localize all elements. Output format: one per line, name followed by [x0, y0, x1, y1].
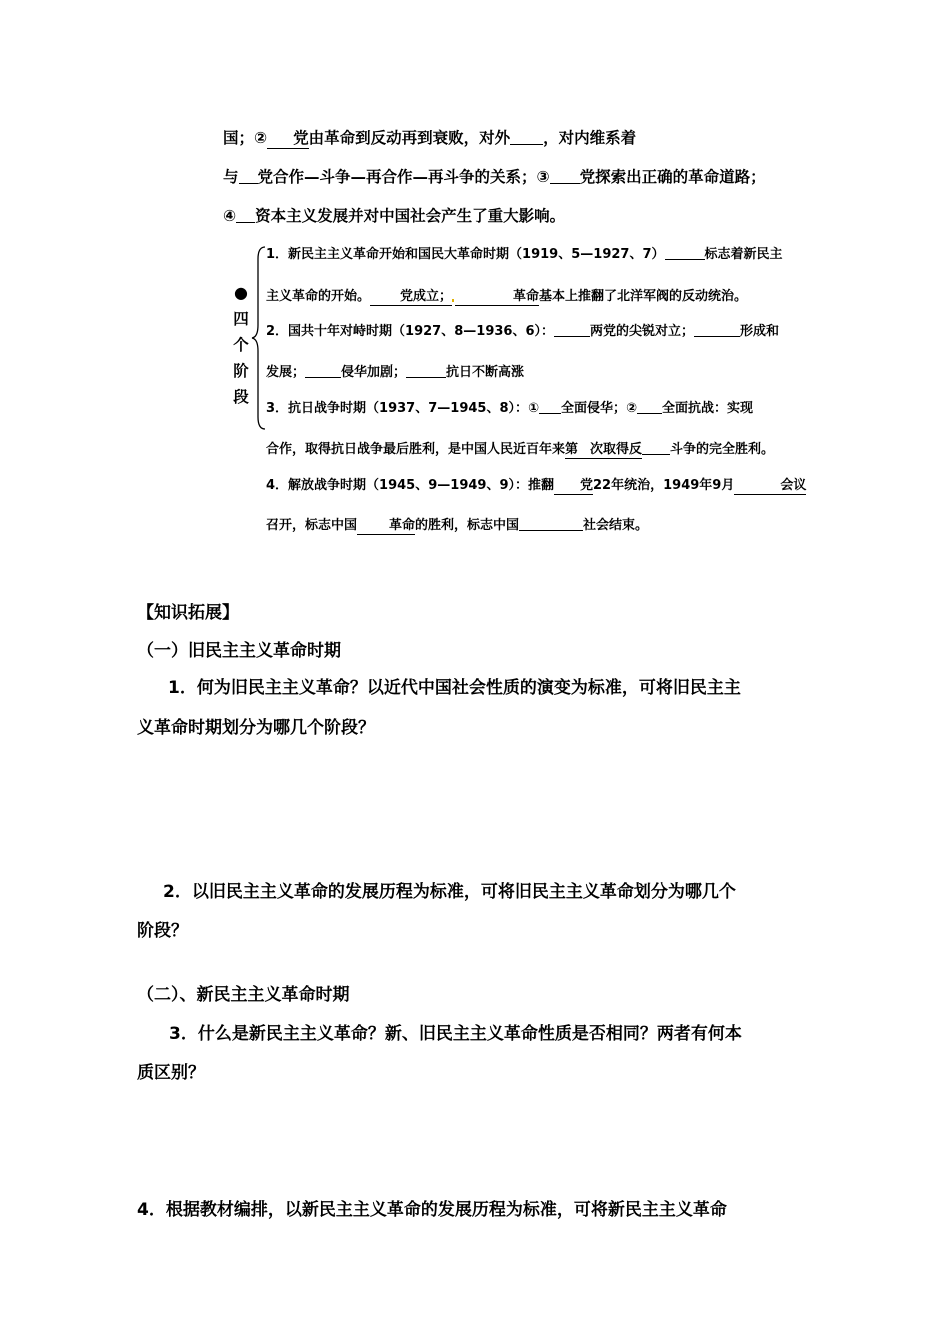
line2-text-b: 党合作—斗争—再合作—再斗争的关系；③ [257, 168, 550, 186]
question-2-line-1: 2．以旧民主主义革命的发展历程为标准，可将旧民主主义革命划分为哪几个 [163, 882, 736, 902]
stage-2-text-d: 形成和 [740, 324, 780, 339]
blank-s2-4 [406, 364, 446, 378]
blank-capitalism [236, 207, 255, 224]
label-char-2: 个 [233, 336, 249, 354]
blank-s4-meeting: 会议 [734, 479, 806, 495]
stage-2-text-c: 两党的尖锐对立； [590, 324, 695, 339]
stage-1-line-1 [266, 243, 783, 262]
blank-s2-1 [554, 323, 590, 337]
blank-s3-1 [539, 400, 561, 414]
line2-text-a: 与 [223, 168, 239, 186]
question-4-line-1: 4．根据教材编排，以新民主主义革命的发展历程为标准，可将新民主主义革命 [137, 1200, 727, 1220]
stage-3-line-2 [266, 438, 774, 459]
blank-s1-party: 党成立； [370, 290, 452, 306]
stage-4-text-e: 召开，标志中国 [266, 518, 358, 533]
line3-text-b: 资本主义发展并对中国社会产生了重大影响。 [255, 207, 566, 225]
stage-3-line-1 [266, 397, 753, 416]
line1-text-a: 国；② [223, 129, 268, 147]
bullet-dot-icon: ● [234, 283, 248, 302]
stage-4-text-h: 社会结束。 [583, 518, 649, 533]
line1-text-c: ，对内维系着 [543, 129, 637, 147]
label-char-1: 四 [233, 310, 249, 328]
blank-s1-revolution: 革命 [455, 290, 539, 306]
stage-4-text-c: 22年统治，1949年9月 [593, 478, 735, 493]
section-header: 【知识拓展】 [137, 603, 239, 623]
blank-s4-revolution: 革命 [357, 519, 415, 535]
stage-1-text-f: 基本上推翻了北洋军阀的反动统治。 [539, 289, 748, 304]
stage-3-text-c: 全面抗战：实现 [662, 401, 754, 416]
line2-text-c: 党探索出正确的革命道路； [579, 168, 766, 186]
stage-1-title: 1．新民主主义革命开始和国民大革命时期（1919、5—1927、7） [266, 247, 665, 262]
question-3-line-2: 质区别？ [137, 1063, 205, 1083]
blank-foreign [510, 129, 543, 146]
label-char-4: 段 [233, 388, 249, 406]
stage-2-line-2 [266, 361, 524, 380]
blank-party-1: 党 [267, 130, 309, 149]
question-3-line-1: 3．什么是新民主主义革命？新、旧民主主义革命性质是否相同？两者有何本 [169, 1024, 742, 1044]
fill-line-2 [223, 165, 766, 187]
stage-3-title: 3．抗日战争时期（1937、7—1945、8）：① [266, 401, 540, 416]
blank-s2-2 [694, 323, 740, 337]
stage-4-line-2 [266, 514, 648, 535]
blank-s3-ordinal-b: 次取得反 [578, 443, 642, 459]
blank-party-3 [550, 168, 580, 185]
subsection-title-1: （一）旧民主主义革命时期 [137, 641, 341, 661]
stage-4-line-1 [266, 474, 806, 495]
blank-s1-1 [665, 246, 705, 260]
blank-s3-2 [637, 400, 662, 414]
fill-line-1 [223, 126, 636, 149]
four-stages-label [231, 280, 251, 410]
subsection-title-2: （二）、新民主主义革命时期 [137, 985, 350, 1005]
question-1-line-2: 义革命时期划分为哪几个阶段？ [137, 718, 375, 738]
stage-1-line-2 [266, 285, 747, 306]
stage-2-text-g: 抗日不断高涨 [446, 365, 525, 380]
stage-2-text-f: 侵华加剧； [341, 365, 407, 380]
stage-3-text-g: 斗争的完全胜利。 [670, 442, 775, 457]
stage-2-title-b: 、8—1936、6）： [441, 324, 555, 339]
stage-1-text-b: 标志着新民主 [704, 247, 783, 262]
blank-s4-society [519, 517, 583, 531]
stage-2-text-e: 发展； [266, 365, 306, 380]
blank-party-2 [239, 168, 258, 185]
stage-1-text-c: 主义革命的开始。 [266, 289, 371, 304]
blank-s2-3 [305, 364, 341, 378]
stage-2-line-1 [266, 320, 779, 339]
blank-s3-ordinal-a: 第 [565, 442, 579, 457]
stage-3-text-b: 全面侵华；② [561, 401, 638, 416]
curly-brace-icon [250, 245, 266, 431]
highlight-mark-icon [452, 299, 454, 302]
question-2-line-2: 阶段？ [137, 921, 188, 941]
fill-line-3 [223, 204, 565, 226]
blank-s4-party: 党 [554, 479, 593, 495]
label-char-3: 阶 [233, 362, 249, 380]
stage-3-text-d: 合作，取得抗日战争最后胜利，是中国人民近百年来 [266, 442, 566, 457]
stage-4-title: 4．解放战争时期（1945、9—1949、9）：推翻 [266, 478, 554, 493]
stage-2-title-a: 2．国共十年对峙时期（1927 [266, 324, 442, 339]
line3-text-a: ④ [223, 207, 237, 225]
blank-s3-3 [642, 441, 670, 455]
stage-4-text-g: 的胜利，标志中国 [415, 518, 520, 533]
question-1-line-1: 1．何为旧民主主义革命？以近代中国社会性质的演变为标准，可将旧民主主 [168, 678, 741, 698]
line1-text-b: 由革命到反动再到衰败，对外 [308, 129, 511, 147]
